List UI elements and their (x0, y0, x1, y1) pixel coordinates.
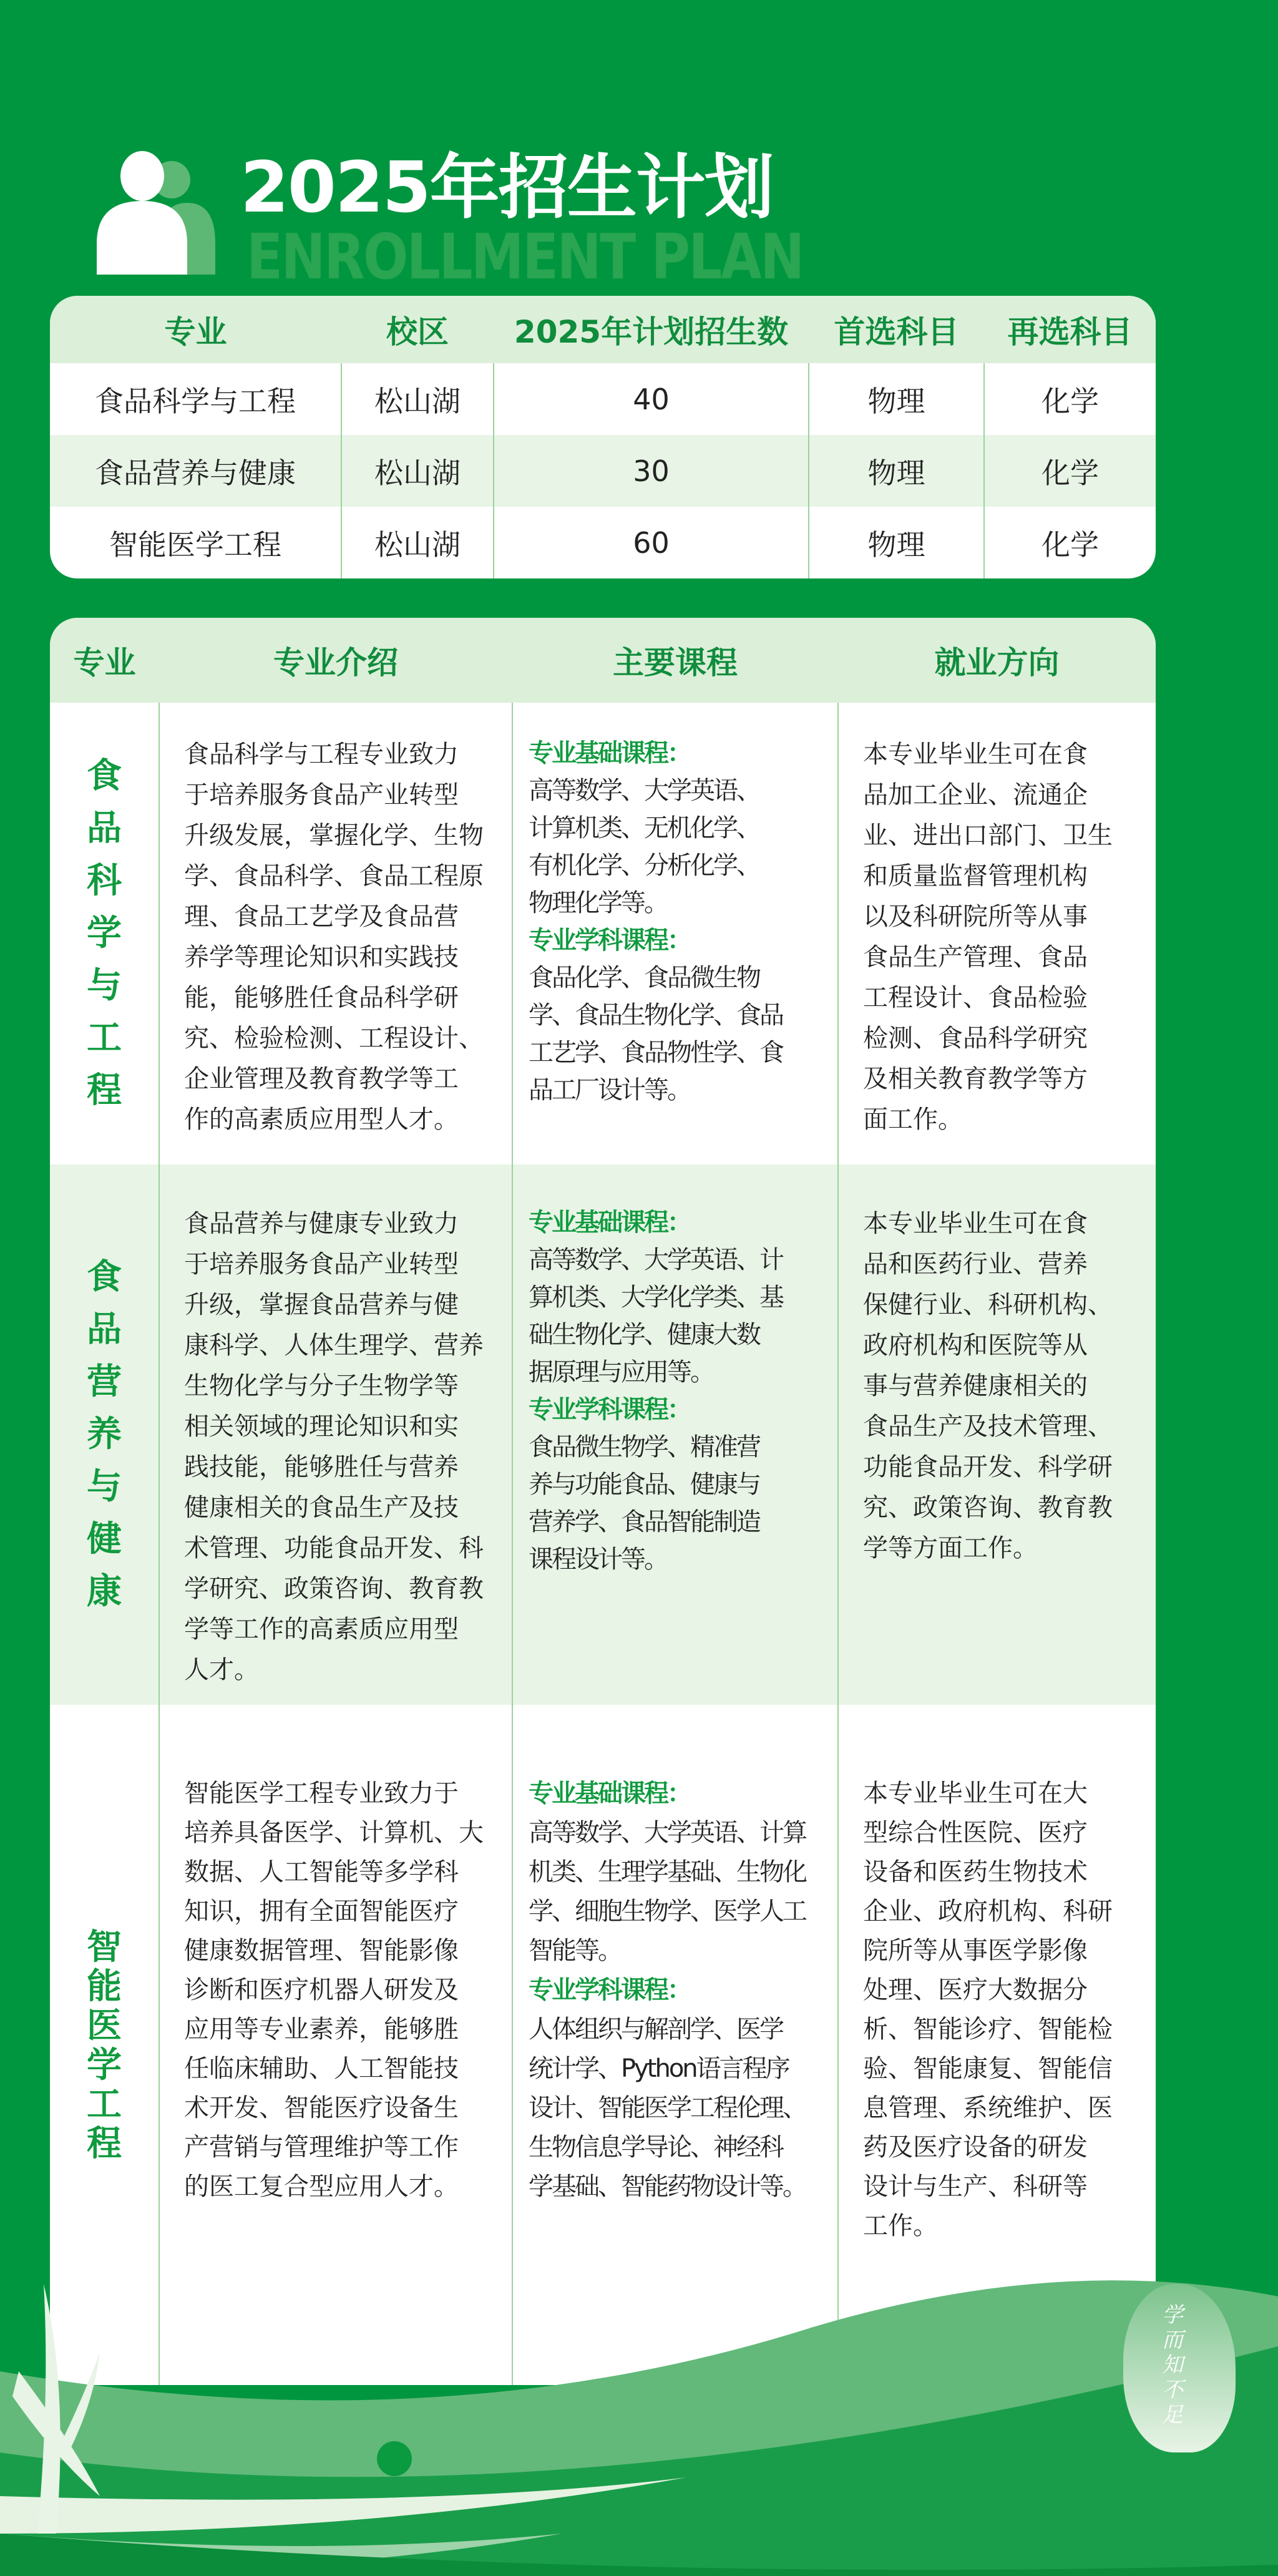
text-line: 品 (87, 808, 122, 849)
user-icon (94, 150, 237, 275)
text-line: 工 (87, 1018, 122, 1058)
enrollment-plan-table (50, 296, 1156, 578)
text-line: 生物信息学导论、神经科 (529, 2133, 783, 2162)
table-header-row (50, 618, 1156, 703)
text-line: 食品微生物学、精准营 (529, 1433, 759, 1461)
cell: 30 (494, 435, 809, 507)
text-line: 机类、生理学基础、生物化 (529, 1858, 806, 1886)
text-line: 与 (87, 1466, 122, 1507)
text-line: 课程设计等。 (529, 1545, 667, 1574)
text-line: 食品生产及技术管理、 (863, 1412, 1113, 1441)
cell: 松山湖 (341, 435, 494, 507)
text-line: 品工厂设计等。 (529, 1076, 690, 1105)
major-intro (159, 703, 512, 1164)
subject-courses-label: 专业学科课程： (529, 1395, 690, 1424)
text-line: 学 (87, 2045, 122, 2086)
text-line: 智 (87, 1927, 122, 1968)
text-line: 物理化学等。 (529, 889, 667, 917)
text-line: 人体组织与解剖学、医学 (529, 2015, 783, 2044)
text-line: 于培养服务食品产业转型 (184, 1250, 459, 1279)
col-header: 专业 (50, 296, 341, 363)
text-line: 验、智能康复、智能信 (863, 2054, 1113, 2083)
text-line: 与 (87, 965, 122, 1006)
text-line: 本专业毕业生可在大 (863, 1779, 1088, 1808)
text-line: 食品化学、食品微生物 (529, 964, 759, 992)
text-line: 术管理、功能食品开发、科 (184, 1534, 484, 1563)
text-line: 功能食品开发、科学研 (863, 1453, 1113, 1481)
text-line: 企业、政府机构、科研 (863, 1897, 1113, 1926)
text-line: 设备和医药生物技术 (863, 1858, 1088, 1886)
text-line: 工作。 (863, 2212, 938, 2240)
text-line: 学、细胞生物学、医学人工 (529, 1897, 806, 1926)
text-line: 面工作。 (863, 1105, 963, 1134)
text-line: 工艺学、食品物性学、食 (529, 1038, 783, 1067)
col-header: 主要课程 (512, 618, 838, 703)
text-line: 升级，掌握食品营养与健 (184, 1290, 459, 1319)
text-line: 和质量监督管理机构 (863, 862, 1088, 890)
subject-courses-label: 专业学科课程： (529, 926, 690, 955)
text-line: 高等数学、大学英语、计 (529, 1246, 783, 1274)
text-line: 设计、智能医学工程伦理、 (529, 2094, 806, 2122)
text-line: 践技能，能够胜任与营养 (184, 1453, 459, 1481)
text-line: 数据、人工智能等多学科 (184, 1858, 459, 1886)
text-line: 学、食品生物化学、食品 (529, 1001, 783, 1030)
text-line: 高等数学、大学英语、计算 (529, 1818, 806, 1847)
text-line: 养与功能食品、健康与 (529, 1470, 759, 1499)
text-line: 检测、食品科学研究 (863, 1024, 1088, 1053)
text-line: 究、政策咨询、教育教 (863, 1493, 1113, 1522)
major-career (838, 1164, 1156, 1705)
text-line: 程 (87, 1070, 122, 1111)
text-line: 设计与生产、科研等 (863, 2172, 1088, 2201)
table-row (50, 507, 1156, 578)
text-line: 食 (87, 1257, 122, 1297)
text-line: 应用等专业素养，能够胜 (184, 2015, 459, 2044)
cell: 化学 (984, 435, 1156, 507)
text-line: 于培养服务食品产业转型 (184, 781, 459, 809)
major-row (50, 1164, 1156, 1705)
text-line: 理、食品工艺学及食品营 (184, 902, 459, 931)
text-line: 智能医学工程专业致力于 (184, 1779, 459, 1808)
text-line: 程 (87, 2124, 122, 2164)
text-line: 本专业毕业生可在食 (863, 740, 1088, 769)
text-line: 健康相关的食品生产及技 (184, 1493, 459, 1522)
text-line: 科 (87, 861, 122, 901)
text-line: 健康数据管理、智能影像 (184, 1936, 459, 1965)
text-line: 企业管理及教育教学等工 (184, 1065, 459, 1093)
text-line: 食品科学与工程专业致力 (184, 740, 459, 769)
text-line: 产营销与管理维护等工作 (184, 2133, 459, 2162)
col-header: 校区 (341, 296, 494, 363)
text-line: 学等方面工作。 (863, 1534, 1038, 1563)
text-line: 学等工作的高素质应用型 (184, 1615, 459, 1644)
cell: 智能医学工程 (109, 527, 281, 562)
cell: 物理 (809, 507, 984, 578)
text-line: 有机化学、分析化学、 (529, 851, 759, 880)
text-line: 院所等从事医学影像 (863, 1936, 1088, 1965)
text-line: 食品生产管理、食品 (863, 943, 1088, 972)
table-header-row (50, 296, 1156, 363)
text-line: 任临床辅助、人工智能技 (184, 2054, 459, 2083)
cell: 60 (494, 507, 809, 578)
text-line: 业、进出口部门、卫生 (863, 821, 1113, 850)
text-line: 知识，拥有全面智能医疗 (184, 1897, 459, 1926)
text-line: 究、检验检测、工程设计、 (184, 1024, 484, 1053)
major-career (838, 703, 1156, 1164)
text-line: 能 (87, 1966, 122, 2007)
col-header: 再选科目 (984, 296, 1156, 363)
table-row (50, 363, 1156, 435)
dot-decoration (377, 2441, 412, 2476)
text-line: 能，能够胜任食品科学研 (184, 983, 459, 1012)
text-line: 学 (87, 913, 122, 954)
text-line: 的医工复合型应用人才。 (184, 2172, 459, 2201)
text-line: 高等数学、大学英语、 (529, 776, 759, 805)
col-header: 首选科目 (809, 296, 984, 363)
cell: 40 (494, 363, 809, 435)
text-line: 生物化学与分子生物学等 (184, 1372, 459, 1400)
text-line: 工程设计、食品检验 (863, 983, 1088, 1012)
col-header: 专业介绍 (159, 618, 512, 703)
text-line: 工 (87, 2084, 122, 2125)
text-line: 健 (87, 1519, 122, 1559)
text-line: 处理、医疗大数据分 (863, 1976, 1088, 2004)
text-line: 品加工企业、流通企 (863, 781, 1088, 809)
text-line: 康 (87, 1571, 122, 1612)
page-title: 2025年招生计划 (240, 147, 773, 228)
cell: 松山湖 (341, 507, 494, 578)
basic-courses-label: 专业基础课程： (529, 1779, 690, 1808)
major-name (50, 703, 159, 1164)
text-line: 据原理与应用等。 (529, 1358, 713, 1387)
major-name (50, 1164, 159, 1705)
text-line: 食 (87, 756, 122, 796)
text-line: 学研究、政策咨询、教育教 (184, 1574, 484, 1603)
col-header: 专业 (50, 618, 159, 703)
major-detail-table (50, 618, 1156, 2385)
text-line: 本专业毕业生可在食 (863, 1209, 1088, 1238)
cell: 食品营养与健康 (50, 435, 341, 507)
major-courses (512, 703, 838, 1164)
text-line: 培养具备医学、计算机、大 (184, 1818, 484, 1847)
cell: 食品科学与工程 (95, 384, 296, 418)
basic-courses-label: 专业基础课程： (529, 1208, 690, 1237)
text-line: 品 (87, 1309, 122, 1350)
text-line: 品和医药行业、营养 (863, 1250, 1088, 1279)
cell: 化学 (984, 507, 1156, 578)
cell: 物理 (809, 363, 984, 435)
text-line: 息管理、系统维护、医 (863, 2094, 1113, 2122)
text-line: 学基础、智能药物设计等。 (529, 2172, 806, 2201)
text-line: 学、食品科学、食品工程原 (184, 862, 484, 890)
text-line: 营养学、食品智能制造 (529, 1508, 759, 1536)
text-line: 智能等。 (529, 1936, 621, 1965)
cell: 化学 (984, 363, 1156, 435)
table-row (50, 435, 1156, 507)
text-line: 医 (87, 2006, 122, 2046)
text-line: 事与营养健康相关的 (863, 1372, 1088, 1400)
text-line: 统计学、Python语言程序 (529, 2054, 789, 2083)
text-line: 计算机类、无机化学、 (529, 814, 759, 842)
major-row (50, 703, 1156, 1164)
cell: 物理 (809, 435, 984, 507)
cell: 松山湖 (341, 363, 494, 435)
text-line: 析、智能诊疗、智能检 (863, 2015, 1113, 2044)
wave-decoration (0, 2184, 1278, 2576)
text-line: 政府机构和医院等从 (863, 1331, 1088, 1360)
col-header: 2025年计划招生数 (494, 296, 809, 363)
text-line: 升级发展，掌握化学、生物 (184, 821, 484, 850)
text-line: 以及科研院所等从事 (863, 902, 1088, 931)
text-line: 保健行业、科研机构、 (863, 1290, 1113, 1319)
calligraphy-text: 学而知不足 (1162, 2303, 1183, 2427)
text-line: 作的高素质应用型人才。 (184, 1105, 459, 1134)
text-line: 相关领域的理论知识和实 (184, 1412, 459, 1441)
text-line: 营 (87, 1362, 122, 1402)
text-line: 型综合性医院、医疗 (863, 1818, 1088, 1847)
subtitle-en: ENROLLMENT PLAN (246, 220, 803, 293)
subject-courses-label: 专业学科课程： (529, 1976, 690, 2004)
text-line: 康科学、人体生理学、营养 (184, 1331, 484, 1360)
text-line: 人才。 (184, 1656, 259, 1684)
basic-courses-label: 专业基础课程： (529, 739, 690, 768)
text-line: 药及医疗设备的研发 (863, 2133, 1088, 2162)
stone-decoration (1123, 2284, 1236, 2452)
major-intro (159, 1164, 512, 1705)
text-line: 养学等理论知识和实践技 (184, 943, 459, 972)
text-line: 食品营养与健康专业致力 (184, 1209, 459, 1238)
text-line: 算机类、大学化学类、基 (529, 1283, 783, 1312)
text-line: 诊断和医疗机器人研发及 (184, 1976, 459, 2004)
text-line: 术开发、智能医疗设备生 (184, 2094, 459, 2122)
text-line: 及相关教育教学等方 (863, 1065, 1088, 1093)
major-courses (512, 1164, 838, 1705)
text-line: 础生物化学、健康大数 (529, 1320, 759, 1349)
text-line: 养 (87, 1414, 122, 1455)
col-header: 就业方向 (838, 618, 1156, 703)
